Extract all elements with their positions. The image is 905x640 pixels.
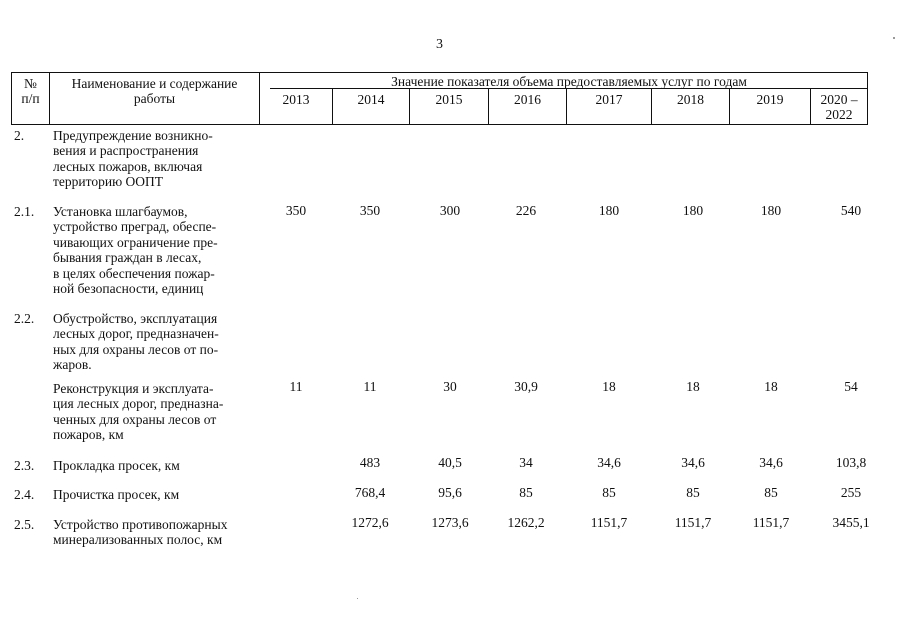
scan-speck <box>357 598 358 599</box>
scan-speck <box>893 37 895 39</box>
row-number: 2.2. <box>14 311 35 326</box>
page-number: 3 <box>436 37 443 52</box>
row-description: Реконструкция и эксплуата- ция лесных дорог, предназна- ченных для охраны лесов от пожаров, км <box>53 381 224 443</box>
value-2019: 18 <box>764 379 778 394</box>
value-2020-2022: 103,8 <box>835 455 867 470</box>
header-year: 2015 <box>435 92 463 107</box>
value-2015: 300 <box>439 203 461 218</box>
value-2014: 768,4 <box>354 485 386 500</box>
value-2016: 226 <box>515 203 537 218</box>
value-2017: 1151,7 <box>590 515 628 530</box>
row-description: Прокладка просек, км <box>53 458 180 473</box>
value-2015: 95,6 <box>438 485 462 500</box>
row-number: 2. <box>14 128 25 143</box>
value-2016: 30,9 <box>514 379 538 394</box>
value-2014: 483 <box>359 455 381 470</box>
value-2020-2022: 54 <box>844 379 858 394</box>
value-2017: 18 <box>602 379 616 394</box>
value-2019: 34,6 <box>759 455 783 470</box>
value-2018: 180 <box>682 203 704 218</box>
value-2017: 34,6 <box>597 455 621 470</box>
value-2018: 18 <box>686 379 700 394</box>
header-group-label: Значение показателя объема предоставляемых услуг по годам <box>391 74 747 89</box>
value-2019: 1151,7 <box>752 515 790 530</box>
header-year: 2016 <box>514 92 541 107</box>
row-description: Установка шлагбаумов, устройство преград, обеспе- чивающих ограничение пре- бывания граждан в лесах, в целях обеспечения пожар- ной безопасности, единиц <box>53 204 218 297</box>
value-2015: 30 <box>443 379 457 394</box>
value-2019: 85 <box>764 485 778 500</box>
value-2019: 180 <box>760 203 782 218</box>
value-2017: 85 <box>602 485 616 500</box>
value-2020-2022: 540 <box>840 203 862 218</box>
header-bottom-border <box>11 124 868 125</box>
value-2018: 85 <box>686 485 700 500</box>
value-2020-2022: 255 <box>840 485 862 500</box>
value-2014: 1272,6 <box>351 515 389 530</box>
value-2014: 11 <box>363 379 377 394</box>
header-year: 2013 <box>282 92 310 107</box>
value-2015: 40,5 <box>438 455 462 470</box>
header-num-label: № п/п <box>21 76 40 106</box>
value-2013: 11 <box>289 379 303 394</box>
header-top-border <box>11 72 868 73</box>
value-2015: 1273,6 <box>431 515 469 530</box>
header-year: 2014 <box>357 92 385 107</box>
value-2016: 34 <box>519 455 533 470</box>
value-2014: 350 <box>359 203 381 218</box>
row-description: Предупреждение возникно- вения и распространения лесных пожаров, включая территорию ООПТ <box>53 128 213 190</box>
header-year: 2018 <box>677 92 704 107</box>
row-description: Обустройство, эксплуатация лесных дорог, предназначен- ных для охраны лесов от по- жаров. <box>53 311 219 373</box>
value-2018: 34,6 <box>681 455 705 470</box>
row-number: 2.4. <box>14 487 35 502</box>
value-2020-2022: 3455,1 <box>832 515 870 530</box>
value-2017: 180 <box>598 203 620 218</box>
row-number: 2.3. <box>14 458 35 473</box>
row-number: 2.5. <box>14 517 35 532</box>
value-2016: 1262,2 <box>507 515 545 530</box>
header-year: 2019 <box>756 92 784 107</box>
row-description: Устройство противопожарных минерализованных полос, км <box>53 517 228 548</box>
value-2018: 1151,7 <box>674 515 712 530</box>
header-year: 2020 – 2022 <box>820 92 858 122</box>
header-name-label: Наименование и содержание работы <box>71 76 238 106</box>
value-2016: 85 <box>519 485 533 500</box>
header-year: 2017 <box>595 92 623 107</box>
row-description: Прочистка просек, км <box>53 487 180 502</box>
row-number: 2.1. <box>14 204 35 219</box>
value-2013: 350 <box>285 203 307 218</box>
header-right-border <box>867 72 868 125</box>
